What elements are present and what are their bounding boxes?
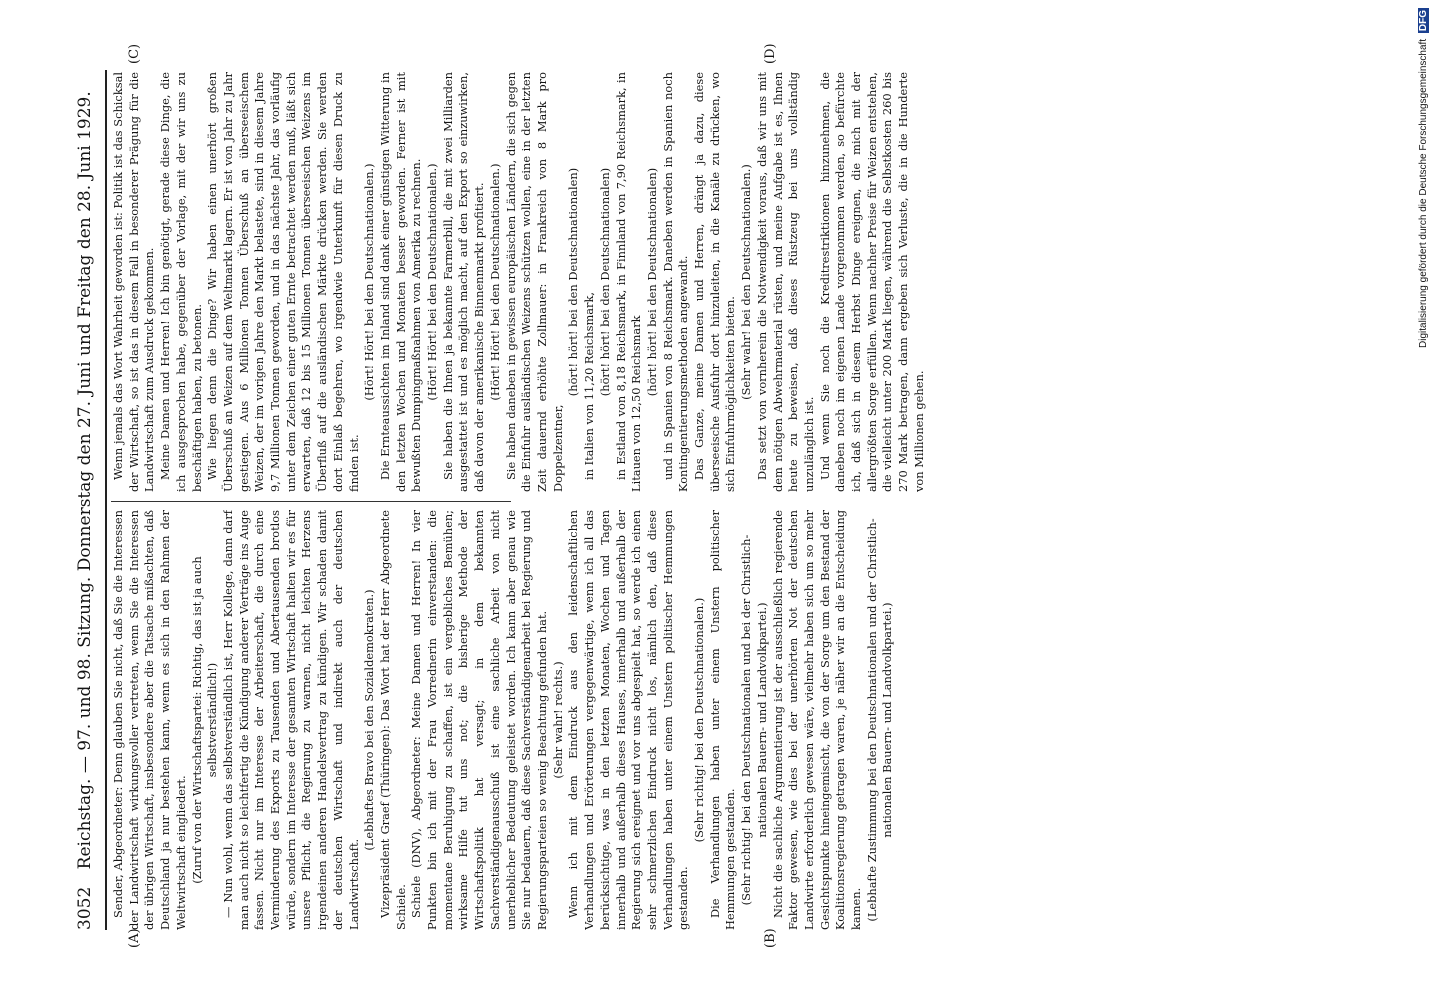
col2-paragraph: in Italien von 11,20 Reichsmark, [582, 291, 597, 480]
marker-b: (B) [763, 928, 778, 948]
page-title: Reichstag. — 97. und 98. Sitzung. Donnerstag den 27. Juni und Freitag den 28. Juni 1929. [75, 91, 95, 870]
col2-paragraph: Das setzt von vornherein die Notwendigkeit voraus, daß wir uns mit dem nötigen Abwehrmaterial rüsten, und meine Aufgabe ist es, Ihnen heute zu beweisen, daß dieses Rüstzeug bei uns vollständig unzulänglich ist. [754, 72, 816, 492]
dfg-logo: DFG [1418, 10, 1429, 32]
col2-paragraph: Wie liegen denn die Dinge? Wir haben einen unerhört großen Überschuß an Weizen auf dem Weltmarkt lagern. Er ist von Jahr zu Jahr gestiegen. Aus 6 Millionen Tonnen Überschuß an überseeischem Weizen, der im vorigen Jahre den Markt belastete, sind in diesem Jahre 9,7 Millionen Tonnen geworden, und in das nächste Jahr, das vorläufig unter dem Zeichen einer guten Ernte betrachtet werden muß, läßt sich erwarten, daß 12 bis 15 Millionen Tonnen überseeischen Weizens im Überfluß auf die ausländischen Märkte drücken werden. Sie werden dort Einlaß begehren, wo irgendwie Unterkunft für diesen Druck zu finden ist. [205, 72, 361, 492]
col1-paragraph: Nicht die sachliche Argumentierung ist der ausschließlich regierende Faktor gewesen, wie dies bei der unerhörten Not der deutschen Landwirte erforderlich gewesen wäre, vielmehr haben sich um so mehr Gesichtspunkte hineingemischt, die von der Sorge um den Bestand der Koalitionsregierung getragen waren, je näher wir an die Entscheidung kamen. [770, 510, 864, 930]
col1-paragraph: (Sehr richtig! bei den Deutschnationalen.) [692, 597, 707, 843]
digitization-credit [1418, 8, 1434, 998]
col2-paragraph: und in Spanien von 8 Reichsmark. Daneben werden in Spanien noch Kontingentierungsmethoden angewandt. [660, 72, 691, 492]
col1-paragraph: Die Verhandlungen haben unter einem Unstern politischer Hemmungen gestanden. [707, 510, 738, 930]
col2-paragraph: Und wenn Sie noch die Kreditrestriktionen hinzunehmen, die daneben noch im eigenen Lande vorgenommen werden, so befürchte ich, daß sich in diesem Herbst Dinge ereignen, die mich mit der allergrößten Sorge erfüllen. Wenn nachher Preise für Weizen entstehen, die vielleicht unter 200 Mark liegen, während die Selbstkosten 260 bis 270 Mark betragen, dann ergeben sich Verluste, die in die Hunderte von Millionen gehen. [817, 72, 926, 492]
col2-paragraph: (hört! hört! bei den Deutschnationalen) [566, 167, 581, 397]
col1-paragraph: — Nun wohl, wenn das selbstverständlich ist, Herr Kollege, dann darf man auch nicht so leichtfertig die Kündigung anderer Verträge ins Auge fassen. Nicht nur im Interesse der Arbeiterschaft, die durch eine Verminderung des Exports zu Tausenden und Abertausenden brotlos würde, sondern im Interesse der gesamten Wirtschaft halten wir es für unsere Pflicht, die Regierung zu warnen, nicht leichten Herzens irgendeinen anderen Handelsvertrag zu kündigen. Wir schaden damit der deutschen Wirtschaft und indirekt auch der deutschen Landwirtschaft. [220, 510, 361, 930]
col1-paragraph: (Sehr wahr! rechts.) [550, 661, 565, 779]
column-divider [111, 501, 511, 502]
col2-paragraph: (Hört! Hört! bei den Deutschnationalen.) [425, 163, 440, 401]
col2-paragraph: Sie haben daneben in gewissen europäischen Ländern, die sich gegen die Einfuhr ausländischen Weizens schützen wollen, eine in der letzten Zeit dauernd erhöhte Zollmauer: in Frankreich von 8 Mark pro Doppelzentner, [503, 72, 565, 492]
col2-paragraph: (hört! hört! bei den Deutschnationalen) [597, 167, 612, 397]
col1-paragraph: Wenn ich mit dem Eindruck aus den leidenschaftlichen Verhandlungen und Erörterungen vergegenwärtige, wenn ich all das berücksichtige, was in den letzten Monaten, Wochen und Tagen innerhalb und außerhalb dieses Hauses, innerhalb und außerhalb der Regierung sich ereignet und vor uns abgespielt hat, so werde ich einen sehr schmerzlichen Eindruck nicht los, nämlich den, daß diese Verhandlungen haben unter einem Unstern politischer Hemmungen gestanden. [566, 510, 691, 930]
col2-paragraph: Sie haben die Ihnen ja bekannte Farmerbill, die mit zwei Milliarden ausgestattet ist und es möglich macht, auf den Export so einzuwirken, daß davon der amerikanische Binnenmarkt profitiert. [440, 72, 487, 492]
col2-paragraph: Die Ernteaussichten im Inland sind dank einer günstigen Witterung in den letzten Wochen und Monaten besser geworden. Ferner ist mit bewußten Dumpingmaßnahmen von Amerika zu rechnen. [377, 72, 424, 492]
col1-paragraph: Vizepräsident Graef (Thüringen): Das Wort hat der Herr Abgeordnete Schiele. [377, 510, 408, 930]
col2-paragraph: (hört! hört! bei den Deutschnationalen) [644, 167, 659, 397]
col2-paragraph: (Hört! Hört! bei den Deutschnationalen.) [362, 163, 377, 401]
marker-a: (A) [127, 928, 142, 948]
col2-paragraph: Meine Damen und Herren! Ich bin genötigt, gerade diese Dinge, die ich ausgesprochen habe, gegenüber der Vorlage, mit der wir uns zu beschäftigen haben, zu betonen. [158, 72, 204, 492]
col1-paragraph: (Lebhaftes Bravo bei den Sozialdemokraten.) [362, 589, 377, 851]
left-column [111, 510, 1111, 930]
col1-paragraph: Schiele (DNV), Abgeordneter: Meine Damen und Herren! In vier Punkten bin ich mit der Frau Vorrednerin einverstanden: die momentane Beruhigung zu schaffen, ist ein vergebliches Bemühen; wirksame Hilfe tut uns not; die bisherige Methode der Wirtschaftspolitik hat versagt; in dem bekannten Sachverständigenausschuß ist eine sachliche Arbeit von nicht unerheblicher Bedeutung geleistet worden. Ich kann aber genau wie Sie nur bedauern, daß diese Sachverständigenarbeit bei Regierung und Regierungsparteien so wenig Beachtung gefunden hat. [409, 510, 549, 930]
col2-paragraph: (Hört! Hört! bei den Deutschnationalen.) [487, 163, 502, 401]
col1-paragraph: (Zuruf von der Wirtschaftspartei: Richtig, das ist ja auch selbstverständlich!) [189, 556, 220, 884]
rotated-page-content [75, 43, 1345, 948]
marker-c: (C) [127, 43, 142, 64]
col2-paragraph: in Estland von 8,18 Reichsmark, in Finnland von 7,90 Reichsmark, in Litauen von 12,50 Reichsmark [613, 72, 644, 492]
page-number: 3052 [75, 886, 95, 930]
col2-paragraph: Wenn jemals das Wort Wahrheit geworden ist: Politik ist das Schicksal der Wirtschaft, so ist das in diesem Fall in besonderer Prägung für die Landwirtschaft zum Ausdruck gekommen. [111, 72, 157, 492]
page-header [75, 70, 103, 930]
marker-d: (D) [763, 43, 778, 64]
header-rule [105, 70, 107, 930]
col1-paragraph: (Lebhafte Zustimmung bei den Deutschnationalen und der Christlich-nationalen Bauern- und Landvolkpartei.) [864, 518, 895, 922]
col1-paragraph: Sender, Abgeordneter: Denn glauben Sie nicht, daß Sie die Interessen der Landwirtschaft wirkungsvoller vertreten, wenn Sie die Interessen der übrigen Wirtschaft, insbesondere aber die Tatsache mißachten, daß Deutschland ja nur bestehen kann, wenn es sich in den Rahmen der Weltwirtschaft eingliedert. [111, 510, 188, 930]
col2-paragraph: (Sehr wahr! bei den Deutschnationalen.) [739, 164, 754, 400]
col1-paragraph: (Sehr richtig! bei den Deutschnationalen und bei der Christlich-nationalen Bauern- und Landvolkpartei.) [739, 534, 769, 906]
col2-paragraph: Das Ganze, meine Damen und Herren, drängt ja dazu, diese überseeische Ausfuhr dort hinzuleiten, in die Kanäle zu drücken, wo sich Einfuhrmöglichkeiten bieten. [692, 72, 738, 492]
right-column [111, 72, 1351, 492]
credit-text: Digitalisierung gefördert durch die Deutsche Forschungsgemeinschaft [1418, 38, 1429, 348]
